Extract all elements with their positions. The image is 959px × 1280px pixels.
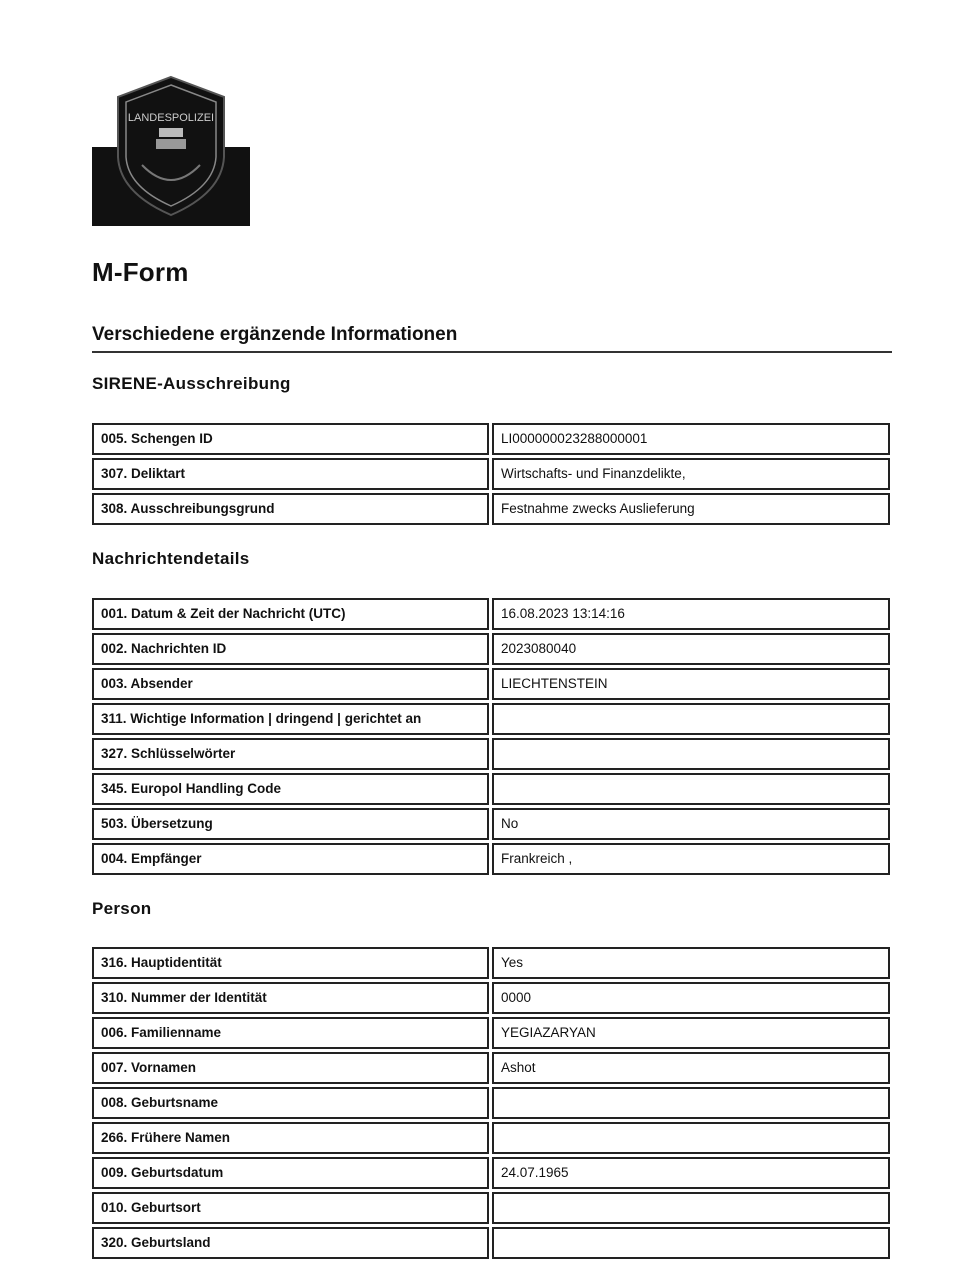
field-value — [492, 1227, 890, 1259]
field-label: 307. Deliktart — [92, 458, 489, 490]
field-label: 006. Familienname — [92, 1017, 489, 1049]
section-title: Verschiedene ergänzende Informationen — [92, 324, 458, 345]
field-label: 008. Geburtsname — [92, 1087, 489, 1119]
table-row — [92, 843, 890, 875]
nachrichtendetails-table — [92, 598, 890, 878]
field-label: 001. Datum & Zeit der Nachricht (UTC) — [92, 598, 489, 630]
table-row — [92, 1192, 890, 1224]
table-row — [92, 1087, 890, 1119]
field-value: No — [492, 808, 890, 840]
field-value: 16.08.2023 13:14:16 — [492, 598, 890, 630]
field-value: LI000000023288000001 — [492, 423, 890, 455]
field-label: 010. Geburtsort — [92, 1192, 489, 1224]
field-label: 266. Frühere Namen — [92, 1122, 489, 1154]
table-row — [92, 598, 890, 630]
field-value — [492, 773, 890, 805]
table-row — [92, 423, 890, 455]
field-value: Ashot — [492, 1052, 890, 1084]
field-label: 320. Geburtsland — [92, 1227, 489, 1259]
field-value: YEGIAZARYAN — [492, 1017, 890, 1049]
table-row — [92, 773, 890, 805]
table-row — [92, 738, 890, 770]
group-title-sirene: SIRENE-Ausschreibung — [92, 374, 291, 393]
table-row — [92, 808, 890, 840]
field-value: Wirtschafts- und Finanzdelikte, — [492, 458, 890, 490]
table-row — [92, 668, 890, 700]
field-value: 24.07.1965 — [492, 1157, 890, 1189]
field-label: 005. Schengen ID — [92, 423, 489, 455]
table-row — [92, 1122, 890, 1154]
group-title-person: Person — [92, 899, 152, 918]
sirene-table — [92, 423, 890, 528]
table-row — [92, 1157, 890, 1189]
table-row — [92, 1227, 890, 1259]
field-value — [492, 1192, 890, 1224]
field-label: 004. Empfänger — [92, 843, 489, 875]
field-label: 503. Übersetzung — [92, 808, 489, 840]
field-label: 311. Wichtige Information | dringend | gerichtet an — [92, 703, 489, 735]
table-row — [92, 493, 890, 525]
field-value: Frankreich , — [492, 843, 890, 875]
field-value: Festnahme zwecks Auslieferung — [492, 493, 890, 525]
field-value — [492, 703, 890, 735]
group-title-nachrichtendetails: Nachrichtendetails — [92, 549, 250, 568]
table-row — [92, 703, 890, 735]
field-value — [492, 1087, 890, 1119]
table-row — [92, 1017, 890, 1049]
person-table — [92, 947, 890, 1262]
field-value: 0000 — [492, 982, 890, 1014]
field-label: 308. Ausschreibungsgrund — [92, 493, 489, 525]
field-value: 2023080040 — [492, 633, 890, 665]
table-row — [92, 947, 890, 979]
field-value: LIECHTENSTEIN — [492, 668, 890, 700]
field-value — [492, 738, 890, 770]
field-label: 327. Schlüsselwörter — [92, 738, 489, 770]
field-value — [492, 1122, 890, 1154]
section-divider — [92, 351, 892, 353]
field-label: 316. Hauptidentität — [92, 947, 489, 979]
table-row — [92, 1052, 890, 1084]
field-label: 345. Europol Handling Code — [92, 773, 489, 805]
logo-text: LANDESPOLIZEI — [127, 112, 215, 124]
table-row — [92, 458, 890, 490]
field-label: 310. Nummer der Identität — [92, 982, 489, 1014]
police-crest-logo — [92, 75, 250, 226]
table-row — [92, 633, 890, 665]
field-label: 007. Vornamen — [92, 1052, 489, 1084]
table-row — [92, 982, 890, 1014]
field-label: 009. Geburtsdatum — [92, 1157, 489, 1189]
form-title: M-Form — [92, 257, 189, 287]
field-label: 003. Absender — [92, 668, 489, 700]
field-label: 002. Nachrichten ID — [92, 633, 489, 665]
field-value: Yes — [492, 947, 890, 979]
